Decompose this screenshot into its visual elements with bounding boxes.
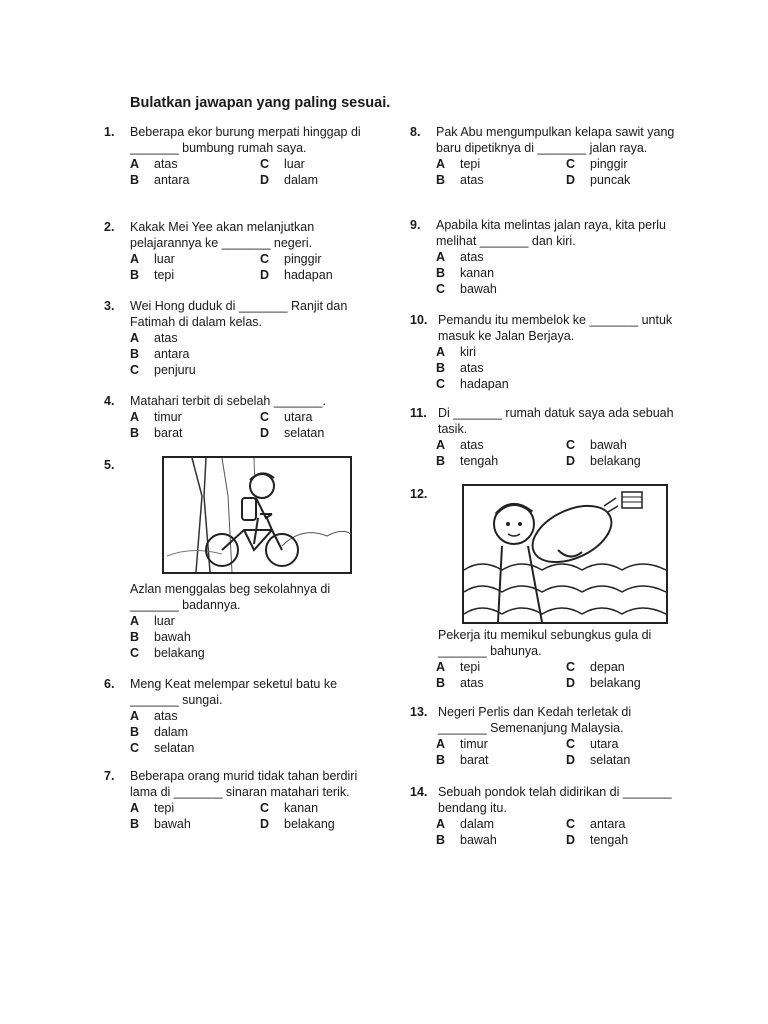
- question-number: 4.: [104, 394, 115, 408]
- option-b[interactable]: B tepi: [130, 268, 175, 282]
- option-c[interactable]: C kanan: [260, 801, 319, 815]
- option-c[interactable]: C utara: [566, 737, 619, 751]
- option-d[interactable]: D belakang: [566, 454, 641, 468]
- option-c[interactable]: C antara: [566, 817, 626, 831]
- question-stem: Negeri Perlis dan Kedah terletak di _______ Semenanjung Malaysia.: [438, 705, 632, 735]
- question-12: [410, 486, 438, 502]
- option-a[interactable]: A atas: [130, 331, 178, 345]
- question-stem: Pak Abu mengumpulkan kelapa sawit yang baru dipetiknya di _______ jalan raya.: [436, 125, 675, 155]
- option-b[interactable]: B dalam: [130, 725, 189, 739]
- question-14: [410, 784, 678, 848]
- option-b[interactable]: B atas: [436, 676, 484, 690]
- question-13: [410, 704, 678, 768]
- question-stem: Azlan menggalas beg sekolahnya di _______ badannya.: [130, 582, 331, 612]
- question-5: [104, 457, 130, 473]
- question-10: [410, 312, 678, 392]
- question-6: [104, 676, 370, 756]
- question-4: [104, 393, 370, 441]
- question-number: 9.: [410, 218, 421, 232]
- option-d[interactable]: D puncak: [566, 173, 631, 187]
- option-b[interactable]: B tengah: [436, 454, 499, 468]
- worksheet-title: Bulatkan jawapan yang paling sesuai.: [130, 95, 391, 111]
- question-11: [410, 405, 678, 469]
- option-c[interactable]: C utara: [260, 410, 313, 424]
- option-b[interactable]: B kanan: [436, 266, 495, 280]
- option-a[interactable]: A tepi: [436, 660, 481, 674]
- option-b[interactable]: B antara: [130, 347, 190, 361]
- question-7: [104, 768, 370, 832]
- question-number: 2.: [104, 220, 115, 234]
- question-number: 7.: [104, 769, 115, 783]
- option-a[interactable]: A luar: [130, 614, 175, 628]
- question-5-text: [104, 581, 370, 661]
- boy-cycling-illustration: [162, 456, 352, 579]
- option-d[interactable]: D selatan: [566, 753, 631, 767]
- option-b[interactable]: B barat: [130, 426, 183, 440]
- option-a[interactable]: A dalam: [436, 817, 495, 831]
- question-2: [104, 219, 370, 283]
- option-b[interactable]: B bawah: [130, 817, 191, 831]
- question-3: [104, 298, 370, 378]
- question-number: 13.: [410, 705, 428, 719]
- question-9: [410, 217, 701, 297]
- question-number: 3.: [104, 299, 115, 313]
- question-number: 8.: [410, 125, 421, 139]
- option-c[interactable]: C bawah: [436, 282, 497, 296]
- option-a[interactable]: A timur: [130, 410, 182, 424]
- question-stem: Wei Hong duduk di _______ Ranjit dan Fatimah di dalam kelas.: [130, 299, 348, 329]
- option-c[interactable]: C pinggir: [566, 157, 628, 171]
- question-number: 1.: [104, 125, 115, 139]
- question-number: 11.: [410, 406, 427, 420]
- option-a[interactable]: A atas: [436, 438, 484, 452]
- option-c[interactable]: C belakang: [130, 646, 205, 660]
- option-a[interactable]: A luar: [130, 252, 175, 266]
- question-stem: Beberapa ekor burung merpati hinggap di _______ bumbung rumah saya.: [130, 125, 361, 155]
- option-b[interactable]: B antara: [130, 173, 190, 187]
- question-stem: Kakak Mei Yee akan melanjutkan pelajarannya ke _______ negeri.: [130, 220, 315, 250]
- option-b[interactable]: B bawah: [130, 630, 191, 644]
- worker-carrying-sack-illustration: [462, 484, 668, 629]
- option-d[interactable]: D dalam: [260, 173, 319, 187]
- option-d[interactable]: D selatan: [260, 426, 325, 440]
- question-stem: Beberapa orang murid tidak tahan berdiri lama di _______ sinaran matahari terik.: [130, 769, 358, 799]
- question-12-text: [410, 627, 678, 691]
- option-b[interactable]: B atas: [436, 361, 484, 375]
- question-number: 12.: [410, 487, 428, 501]
- option-d[interactable]: D belakang: [260, 817, 335, 831]
- option-d[interactable]: D hadapan: [260, 268, 333, 282]
- option-b[interactable]: B atas: [436, 173, 484, 187]
- option-a[interactable]: A kiri: [436, 345, 476, 359]
- question-stem: Apabila kita melintas jalan raya, kita perlu melihat _______ dan kiri.: [436, 218, 666, 248]
- question-1: [104, 124, 370, 188]
- question-stem: Pekerja itu memikul sebungkus gula di _______ bahunya.: [438, 628, 652, 658]
- question-stem: Di _______ rumah datuk saya ada sebuah tasik.: [438, 406, 674, 436]
- option-c[interactable]: C depan: [566, 660, 625, 674]
- option-c[interactable]: C bawah: [566, 438, 627, 452]
- question-number: 10.: [410, 313, 428, 327]
- option-b[interactable]: B bawah: [436, 833, 497, 847]
- question-stem: Pemandu itu membelok ke _______ untuk masuk ke Jalan Berjaya.: [438, 313, 673, 343]
- option-b[interactable]: B barat: [436, 753, 489, 767]
- option-a[interactable]: A atas: [436, 250, 484, 264]
- option-c[interactable]: C luar: [260, 157, 305, 171]
- option-a[interactable]: A timur: [436, 737, 488, 751]
- question-stem: Meng Keat melempar seketul batu ke _______ sungai.: [130, 677, 338, 707]
- option-a[interactable]: A atas: [130, 157, 178, 171]
- option-c[interactable]: C pinggir: [260, 252, 322, 266]
- question-number: 14.: [410, 785, 428, 799]
- option-a[interactable]: A tepi: [130, 801, 175, 815]
- question-8: [410, 124, 676, 188]
- question-stem: Matahari terbit di sebelah _______.: [130, 394, 326, 408]
- question-number: 6.: [104, 677, 115, 691]
- option-a[interactable]: A atas: [130, 709, 178, 723]
- option-d[interactable]: D belakang: [566, 676, 641, 690]
- option-d[interactable]: D tengah: [566, 833, 629, 847]
- question-stem: Sebuah pondok telah didirikan di _______ bendang itu.: [438, 785, 672, 815]
- option-c[interactable]: C penjuru: [130, 363, 196, 377]
- option-a[interactable]: A tepi: [436, 157, 481, 171]
- question-number: 5.: [104, 458, 115, 472]
- option-c[interactable]: C selatan: [130, 741, 195, 755]
- option-c[interactable]: C hadapan: [436, 377, 509, 391]
